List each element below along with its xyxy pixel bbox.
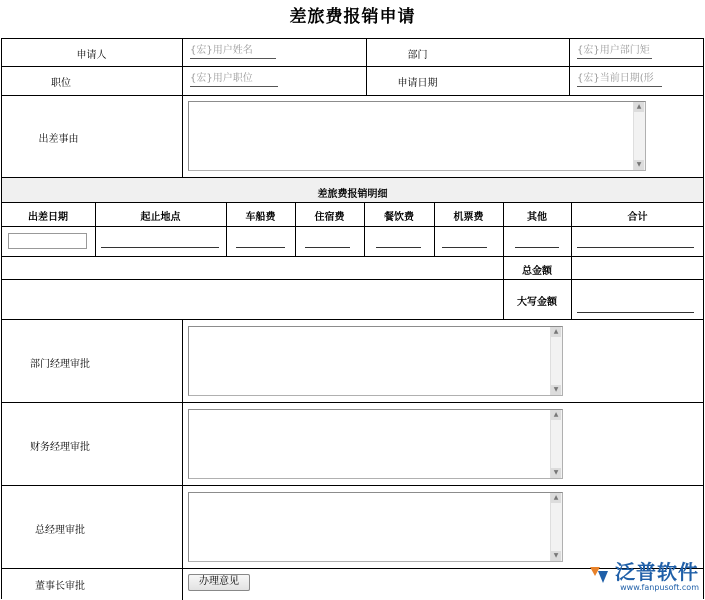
scroll-up-icon[interactable]: ▲ bbox=[551, 410, 561, 420]
form-title: 差旅费报销申请 bbox=[289, 7, 416, 27]
capital-amount-input[interactable] bbox=[577, 312, 694, 313]
transport-fee-input[interactable] bbox=[236, 247, 285, 248]
col-other: 其他 bbox=[527, 212, 547, 223]
col-transport-fee: 车船费 bbox=[245, 212, 276, 223]
finance-manager-opinion-textarea[interactable] bbox=[188, 409, 563, 479]
col-subtotal: 合计 bbox=[627, 212, 648, 223]
col-airfare: 机票费 bbox=[453, 212, 484, 223]
col-route: 起止地点 bbox=[140, 212, 181, 223]
scroll-up-icon[interactable]: ▲ bbox=[551, 327, 561, 337]
finance-manager-approval-label: 财务经理审批 bbox=[30, 442, 90, 453]
logo-text: 泛普软件 bbox=[615, 560, 699, 584]
airfare-input[interactable] bbox=[442, 247, 487, 248]
reason-textarea[interactable] bbox=[188, 101, 646, 171]
scroll-up-icon[interactable]: ▲ bbox=[634, 102, 644, 112]
dept-label: 部门 bbox=[407, 50, 428, 61]
total-amount-label: 总金额 bbox=[522, 266, 552, 277]
finance-scrollbar[interactable] bbox=[550, 410, 562, 478]
dept-manager-opinion-textarea[interactable] bbox=[188, 326, 563, 396]
detail-section-title: 差旅费报销明细 bbox=[317, 189, 388, 200]
logo-url: www.fanpusoft.com bbox=[620, 583, 699, 592]
position-label: 职位 bbox=[51, 78, 71, 89]
logo-icon bbox=[586, 563, 612, 587]
lodging-fee-input[interactable] bbox=[305, 247, 350, 248]
chairman-approval-label: 董事长审批 bbox=[35, 581, 85, 592]
apply-date-field[interactable]: {宏}当前日期(形 bbox=[577, 72, 662, 87]
scroll-up-icon[interactable]: ▲ bbox=[551, 493, 561, 503]
col-lodging-fee: 住宿费 bbox=[314, 212, 345, 223]
subtotal-input[interactable] bbox=[577, 247, 694, 248]
apply-date-label: 申请日期 bbox=[397, 78, 438, 89]
route-input[interactable] bbox=[101, 247, 219, 248]
gm-scrollbar[interactable] bbox=[550, 493, 562, 561]
scroll-down-icon[interactable]: ▼ bbox=[551, 468, 561, 478]
col-travel-date: 出差日期 bbox=[28, 212, 68, 223]
col-meal-fee: 餐饮费 bbox=[384, 212, 414, 223]
travel-date-input[interactable] bbox=[8, 233, 87, 249]
company-logo bbox=[586, 561, 699, 592]
dept-manager-approval-label: 部门经理审批 bbox=[30, 359, 90, 370]
dept-scrollbar[interactable] bbox=[550, 327, 562, 395]
scroll-down-icon[interactable]: ▼ bbox=[634, 160, 644, 170]
dept-field[interactable]: {宏}用户部门矩 bbox=[577, 44, 652, 59]
general-manager-opinion-textarea[interactable] bbox=[188, 492, 563, 562]
applicant-field[interactable]: {宏}用户姓名 bbox=[190, 44, 276, 59]
other-fee-input[interactable] bbox=[515, 247, 559, 248]
reason-scrollbar[interactable] bbox=[633, 102, 645, 170]
handle-opinion-button[interactable]: 办理意见 bbox=[188, 574, 250, 591]
reason-label: 出差事由 bbox=[38, 134, 79, 145]
general-manager-approval-label: 总经理审批 bbox=[35, 525, 85, 536]
scroll-down-icon[interactable]: ▼ bbox=[551, 385, 561, 395]
capital-amount-label: 大写金额 bbox=[517, 297, 557, 308]
position-field[interactable]: {宏}用户职位 bbox=[190, 72, 278, 87]
applicant-label: 申请人 bbox=[76, 50, 107, 61]
meal-fee-input[interactable] bbox=[376, 247, 421, 248]
scroll-down-icon[interactable]: ▼ bbox=[551, 551, 561, 561]
